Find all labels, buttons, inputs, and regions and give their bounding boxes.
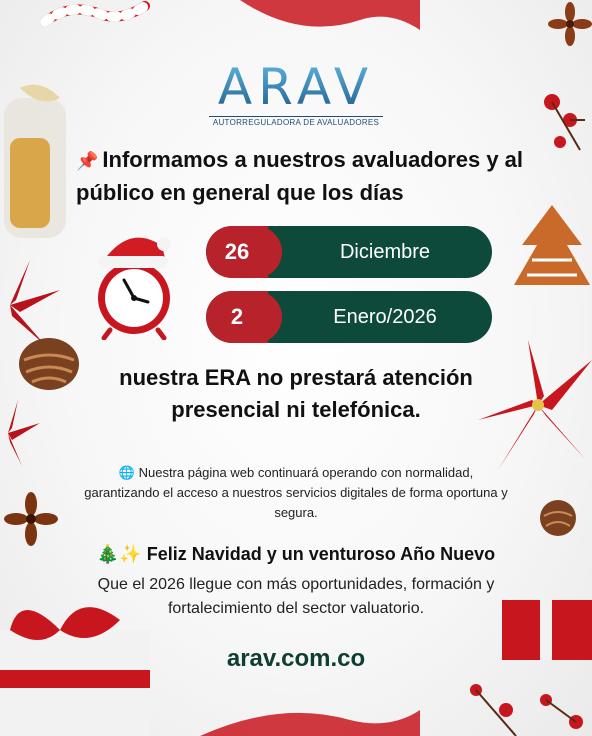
poinsettia-small-left	[0, 398, 40, 468]
website-link[interactable]: arav.com.co	[226, 645, 366, 672]
web-note	[80, 463, 512, 523]
closure-statement: nuestra ERA no prestará atención presencial ni telefónica.	[119, 365, 473, 422]
date-pill-2	[206, 291, 492, 343]
christmas-tree-sparkles-icon: 🎄✨	[96, 544, 142, 564]
pinecone-left	[14, 330, 84, 395]
date-month: Enero/2026	[333, 306, 437, 328]
pinecone-right	[536, 496, 580, 540]
greeting-title-text: Feliz Navidad y un venturoso Año Nuevo	[146, 544, 496, 564]
greeting-body: Que el 2026 llegue con más oportunidades, formación y fortalecimiento del sector valuatorio.	[97, 576, 495, 617]
date-day: 26	[206, 226, 268, 278]
logo-subtitle: AUTORREGULADORA DE AVALUADORES	[209, 116, 383, 127]
headline	[76, 144, 546, 209]
web-note-text: Nuestra página web continuará operando con normalidad, garantizando el acceso a nuestros servicios digitales de forma oportuna y segura.	[84, 465, 508, 520]
globe-icon: 🌐	[118, 465, 135, 480]
date-month: Diciembre	[339, 241, 431, 263]
arav-logo	[0, 58, 592, 130]
gingerbread-tree	[512, 200, 592, 310]
headline-text: Informamos a nuestros avaluadores y al público en general que los días	[76, 147, 524, 205]
star-anise-left	[4, 492, 58, 546]
alarm-clock-icon	[90, 228, 182, 340]
pushpin-icon: 📌	[76, 151, 99, 171]
date-day: 2	[206, 291, 268, 343]
ribbon-bottom	[200, 700, 420, 736]
date-pill-1	[206, 226, 492, 278]
logo-wordmark: ARAV	[217, 58, 375, 116]
star-anise-top-right	[548, 2, 592, 46]
ribbon-top	[240, 0, 420, 50]
candy-cane-top-left	[40, 0, 150, 30]
greeting-title	[60, 544, 532, 565]
